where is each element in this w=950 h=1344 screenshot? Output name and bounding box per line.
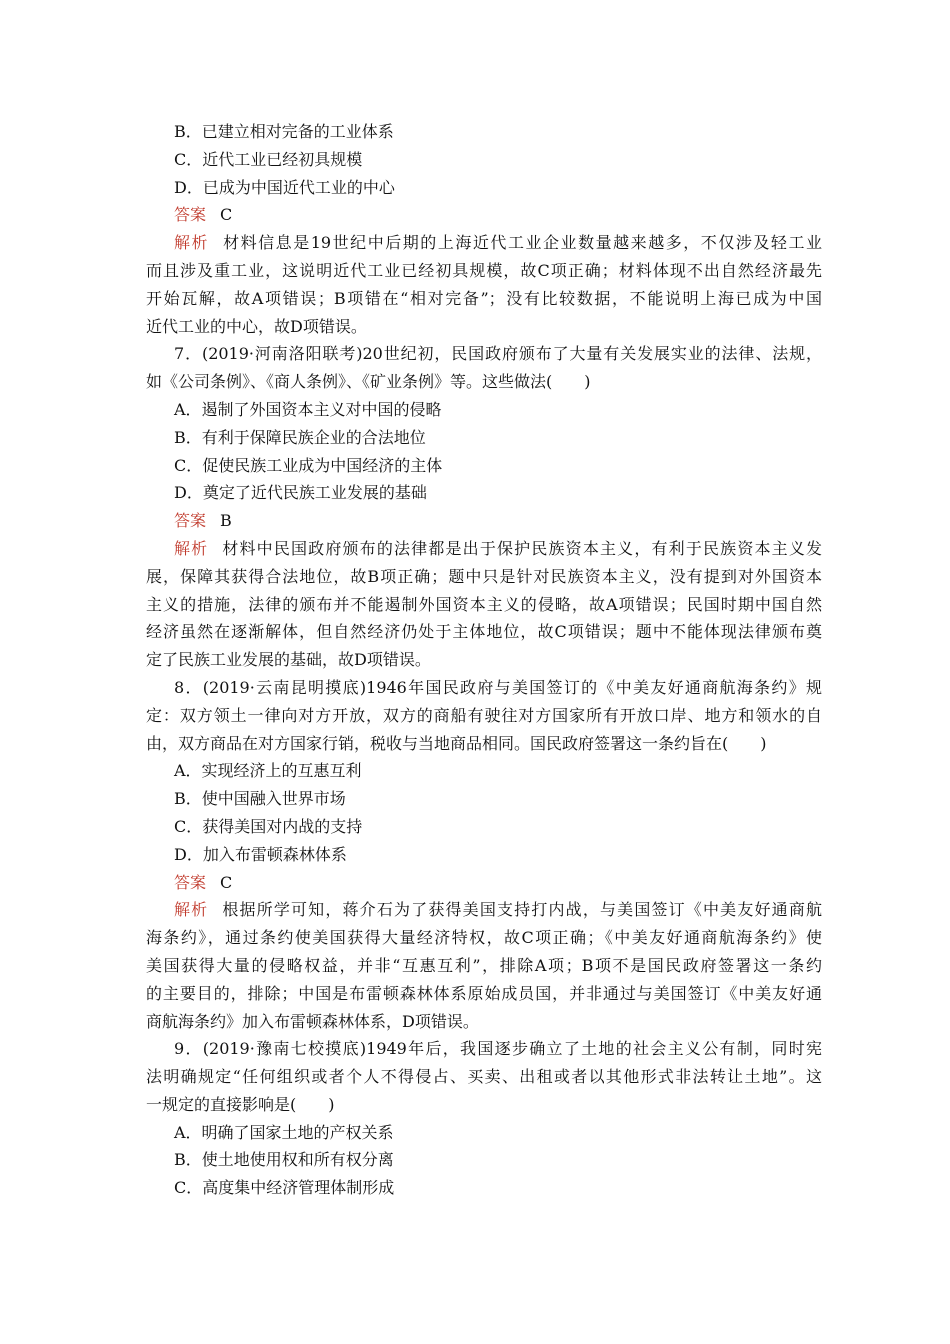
q8-analysis-line: 商航海条约》加入布雷顿森林体系，D项错误。 xyxy=(146,1011,479,1031)
q9-option-c: C．高度集中经济管理体制形成 xyxy=(174,1178,395,1198)
q7-option-b: B．有利于保障民族企业的合法地位 xyxy=(174,427,426,447)
q7-analysis-line: 定了民族工业发展的基础，故D项错误。 xyxy=(146,650,431,670)
analysis-text: 材料信息是19世纪中后期的上海近代工业企业数量越来越多，不仅涉及轻工业 xyxy=(223,233,822,253)
q6-option-c: C．近代工业已经初具规模 xyxy=(174,149,363,169)
q8-option-d: D．加入布雷顿森林体系 xyxy=(174,844,347,864)
analysis-text: 根据所学可知，蒋介石为了获得美国支持打内战，与美国签订《中美友好通商航 xyxy=(222,900,822,920)
answer-label: 答案 xyxy=(174,511,207,531)
q6-option-d: D．已成为中国近代工业的中心 xyxy=(174,177,395,197)
q9-stem-line: 法明确规定“任何组织或者个人不得侵占、买卖、出租或者以其他形式非法转让土地”。这 xyxy=(146,1067,822,1087)
q7-stem-line: 如《公司条例》、《商人条例》、《矿业条例》等。这些做法( ) xyxy=(146,372,591,392)
document-page xyxy=(146,118,822,1202)
analysis-label: 解析 xyxy=(174,900,209,920)
q9-stem-line: 一规定的直接影响是( ) xyxy=(146,1094,335,1114)
q8-stem-line: 8．(2019·云南昆明摸底)1946年国民政府与美国签订的《中美友好通商航海条约》规 xyxy=(174,677,822,697)
q6-analysis-line: 近代工业的中心，故D项错误。 xyxy=(146,316,367,336)
q7-stem-line: 7．(2019·河南洛阳联考)20世纪初，民国政府颁布了大量有关发展实业的法律、法规， xyxy=(174,344,822,364)
q9-stem-line: 9．(2019·豫南七校摸底)1949年后，我国逐步确立了土地的社会主义公有制，同时宪 xyxy=(174,1039,822,1059)
q8-answer xyxy=(146,869,822,897)
q6-analysis-line xyxy=(146,229,822,257)
q8-stem-line: 定：双方领土一律向对方开放，双方的商船有驶往对方国家所有开放口岸、地方和领水的自 xyxy=(146,705,822,725)
q8-analysis-line xyxy=(146,896,822,924)
q8-stem-line: 由，双方商品在对方国家行销，税收与当地商品相同。国民政府签署这一条约旨在( ) xyxy=(146,733,767,753)
q8-option-c: C．获得美国对内战的支持 xyxy=(174,816,363,836)
answer-label: 答案 xyxy=(174,205,207,225)
q7-answer xyxy=(146,507,822,535)
q7-analysis-line xyxy=(146,535,822,563)
q6-analysis-line: 而且涉及重工业，这说明近代工业已经初具规模，故C项正确；材料体现不出自然经济最先 xyxy=(146,260,822,280)
answer-label: 答案 xyxy=(174,872,207,892)
q7-option-d: D．奠定了近代民族工业发展的基础 xyxy=(174,483,427,503)
q7-analysis-line: 展，保障其获得合法地位，故B项正确；题中只是针对民族资本主义，没有提到对外国资本 xyxy=(146,566,822,586)
q8-analysis-line: 海条约》，通过条约使美国获得大量经济特权，故C项正确；《中美友好通商航海条约》使 xyxy=(146,928,822,948)
analysis-label: 解析 xyxy=(174,538,209,558)
q8-option-b: B．使中国融入世界市场 xyxy=(174,789,346,809)
q9-option-b: B．使土地使用权和所有权分离 xyxy=(174,1150,394,1170)
q8-analysis-line: 的主要目的，排除；中国是布雷顿森林体系原始成员国，并非通过与美国签订《中美友好通 xyxy=(146,983,822,1003)
q6-analysis-line: 开始瓦解，故A项错误；B项错在“相对完备”；没有比较数据，不能说明上海已成为中国 xyxy=(146,288,822,308)
q7-option-a: A．遏制了外国资本主义对中国的侵略 xyxy=(174,399,442,419)
q7-analysis-line: 经济虽然在逐渐解体，但自然经济仍处于主体地位，故C项错误；题中不能体现法律颁布奠 xyxy=(146,622,822,642)
q6-option-b: B．已建立相对完备的工业体系 xyxy=(174,122,394,141)
q6-answer xyxy=(146,201,822,229)
analysis-text: 材料中民国政府颁布的法律都是出于保护民族资本主义，有利于民族资本主义发 xyxy=(222,538,822,558)
answer-value: C xyxy=(220,872,233,892)
q8-analysis-line: 美国获得大量的侵略权益，并非“互惠互利”，排除A项；B项不是国民政府签署这一条约 xyxy=(146,955,822,975)
q7-analysis-line: 主义的措施，法律的颁布并不能遏制外国资本主义的侵略，故A项错误；民国时期中国自然 xyxy=(146,594,822,614)
answer-value: C xyxy=(220,205,233,225)
q8-option-a: A．实现经济上的互惠互利 xyxy=(174,761,362,781)
answer-value: B xyxy=(220,511,232,531)
q7-option-c: C．促使民族工业成为中国经济的主体 xyxy=(174,455,443,475)
q9-option-a: A．明确了国家土地的产权关系 xyxy=(174,1122,394,1142)
analysis-label: 解析 xyxy=(174,233,210,253)
